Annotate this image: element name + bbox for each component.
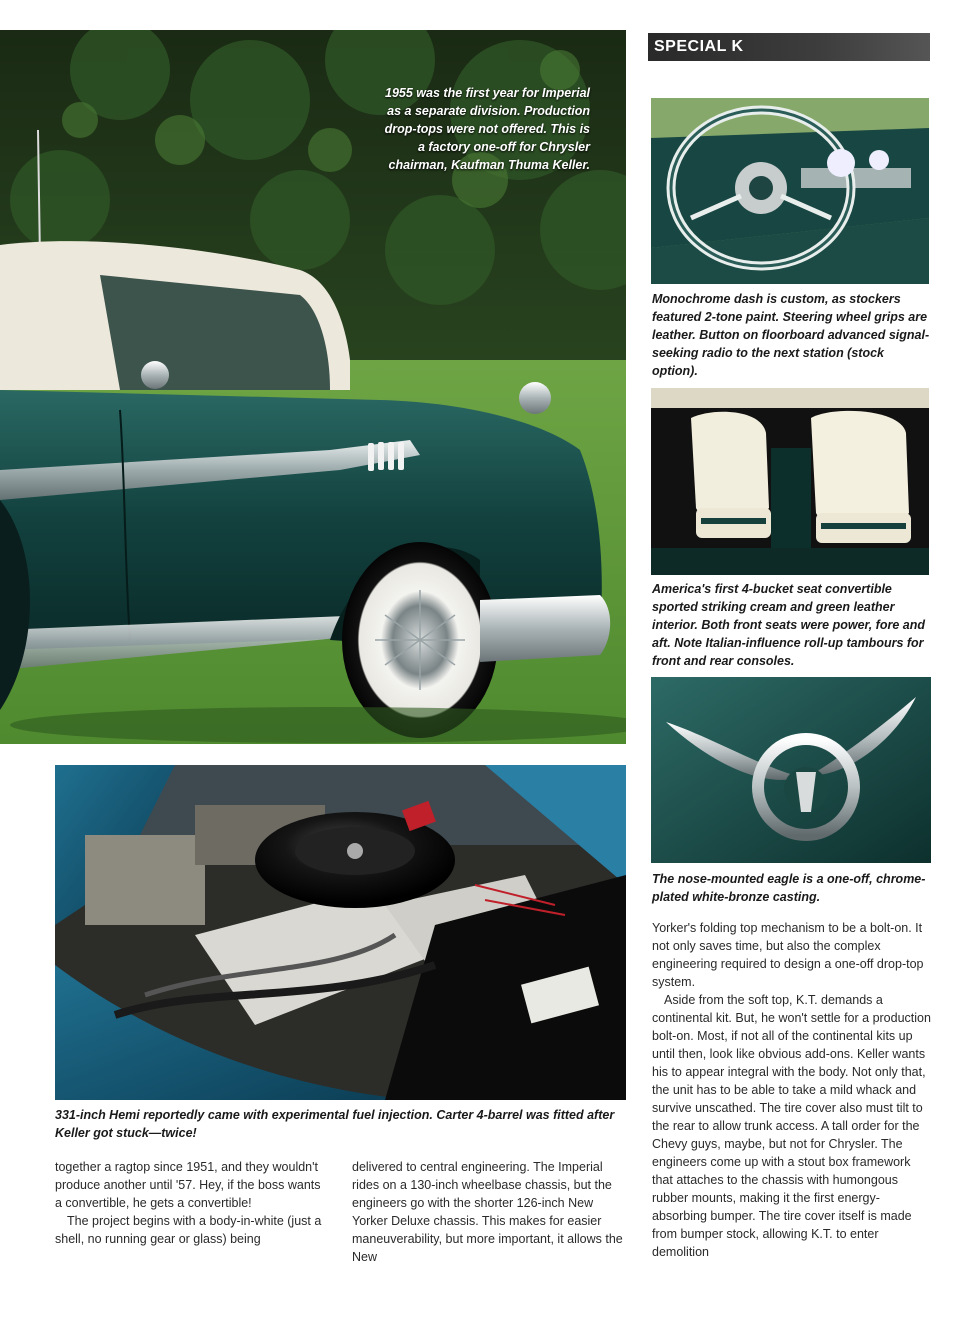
dashboard-photo [651,98,929,284]
eagle-photo-caption: The nose-mounted eagle is a one-off, chrome-plated white-bronze casting. [652,872,926,904]
article-column-3 [652,919,932,1261]
dashboard-photo-caption: Monochrome dash is custom, as stockers featured 2-tone paint. Steering wheel grips are leather. Button on floorboard advanced signal-seeking radio to the next station (stock option). [652,292,930,378]
paragraph: Yorker's folding top mechanism to be a bolt-on. It not only saves time, but also the complex engineering required to design a one-off drop-top system. [652,921,924,989]
engine-bay-photo [55,765,626,1100]
interior-seats-photo [651,388,929,575]
paragraph: delivered to central engineering. The Imperial rides on a 130-inch wheelbase chassis, but the engineers go with the shorter 126-inch New Yorker Deluxe chassis. This makes for easier maneuverability, but more important, it allows the New [352,1160,623,1264]
paragraph: together a ragtop since 1951, and they wouldn't produce another until '57. Hey, if the boss wants a convertible, he gets a convertible! [55,1160,321,1210]
section-header [648,33,930,61]
section-title: SPECIAL K [654,33,930,61]
hood-ornament-photo [651,677,931,863]
hero-photo-caption: 1955 was the first year for Imperial as a separate division. Production drop-tops were not offered. This is a factory one-off for Chrysler chairman, Kaufman Thuma Keller. [384,86,590,172]
article-column-1 [55,1158,327,1248]
article-column-2 [352,1158,627,1266]
engine-photo-caption: 331-inch Hemi reportedly came with experimental fuel injection. Carter 4-barrel was fitted after Keller got stuck—twice! [55,1108,615,1140]
paragraph: The project begins with a body-in-white (just a shell, no running gear or glass) being [55,1214,322,1246]
paragraph: Aside from the soft top, K.T. demands a continental kit. But, he won't settle for a production bolt-on. Most, if not all of the continental kits up until then, look like obvious add-ons. Keller wants his to appear integral with the body. Not only that, the unit has to be able to take a mild whack and survive unscathed. The tire cover also must tilt to the rear to allow trunk access. A tall order for the Chevy guys, maybe, but not for Chrysler. The engineers come up with a stout box framework that attaches to the chassis with humongous rubber mounts, making it the first energy-absorbing bumper. The tire cover itself is made from bumper stock, allowing K.T. to enter demolition [652,993,931,1259]
interior-photo-caption: America's first 4-bucket seat convertible sported striking cream and green leather interior. Both front seats were power, fore and aft. Note Italian-influence roll-up tambours for front and rear consoles. [652,582,925,668]
